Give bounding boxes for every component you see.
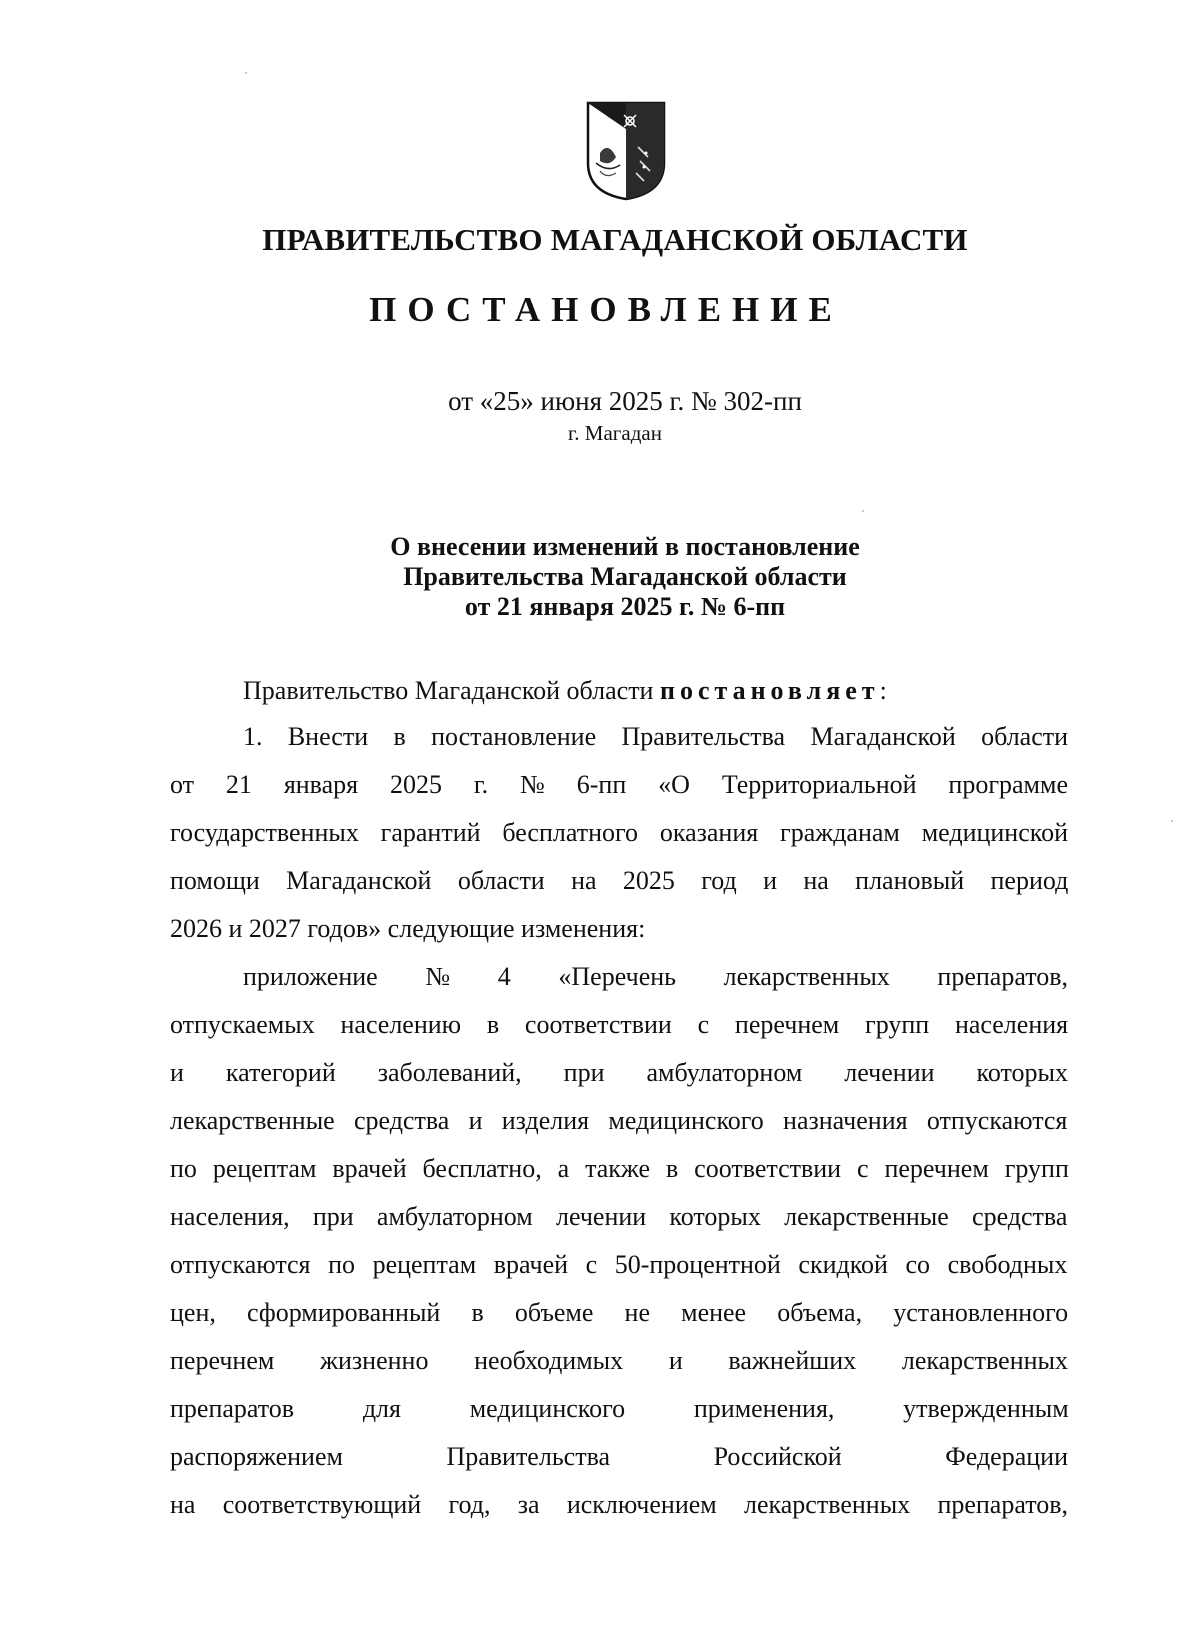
document-subject [0,532,1200,622]
paragraph-line: 2026 и 2027 годов» следующие изменения: [170,914,646,943]
paragraph-line: отпускаемых населению в соответствии с перечнем групп населения [170,1010,1069,1039]
paragraph-line: лекарственные средства и изделия медицинского назначения отпускаются [170,1106,1068,1135]
paragraph-line: на соответствующий год, за исключением лекарственных препаратов, [170,1490,1069,1519]
coat-of-arms-icon [586,101,666,201]
paragraph-line: помощи Магаданской области на 2025 год и на плановый период [170,866,1069,895]
resolution-intro [243,676,887,706]
subject-line: Правительства Магаданской области [403,562,847,591]
intro-emphasis: постановляет [659,676,880,705]
scan-speck [245,72,247,74]
paragraph-line: государственных гарантий бесплатного оказания гражданам медицинской [170,818,1068,847]
subject-line: О внесении изменений в постановление [390,532,860,561]
paragraph-line: отпускаются по рецептам врачей с 50-процентной скидкой со свободных [170,1250,1068,1279]
paragraph-line: и категорий заболеваний, при амбулаторном лечении которых [170,1058,1068,1087]
paragraph-line: перечнем жизненно необходимых и важнейших лекарственных [170,1346,1068,1375]
paragraph-line: распоряжением Правительства Российской Федерации [170,1442,1068,1471]
paragraph-line: 1. Внести в постановление Правительства Магаданской области [243,722,1069,751]
paragraph-line: препаратов для медицинского применения, утвержденным [170,1394,1069,1423]
subject-line: от 21 января 2025 г. № 6-пп [464,592,786,621]
scan-speck [862,510,864,512]
paragraph-line: цен, сформированный в объеме не менее объема, установленного [170,1298,1069,1327]
scan-speck [1171,820,1173,822]
intro-colon: : [879,676,887,705]
paragraph-line: от 21 января 2025 г. № 6-пп «О Территориальной программе [170,770,1068,799]
paragraph-line: по рецептам врачей бесплатно, а также в соответствии с перечнем групп [170,1154,1069,1183]
document-date-number: от «25» июня 2025 г. № 302-пп [448,386,802,416]
document-type-title: ПОСТАНОВЛЕНИЕ [369,290,843,329]
intro-text: Правительство Магаданской области [243,676,654,705]
organization-title: ПРАВИТЕЛЬСТВО МАГАДАНСКОЙ ОБЛАСТИ [262,222,968,257]
paragraph-line: населения, при амбулаторном лечении которых лекарственные средства [170,1202,1068,1231]
document-city: г. Магадан [568,421,662,445]
paragraph-line: приложение № 4 «Перечень лекарственных препаратов, [243,962,1068,991]
